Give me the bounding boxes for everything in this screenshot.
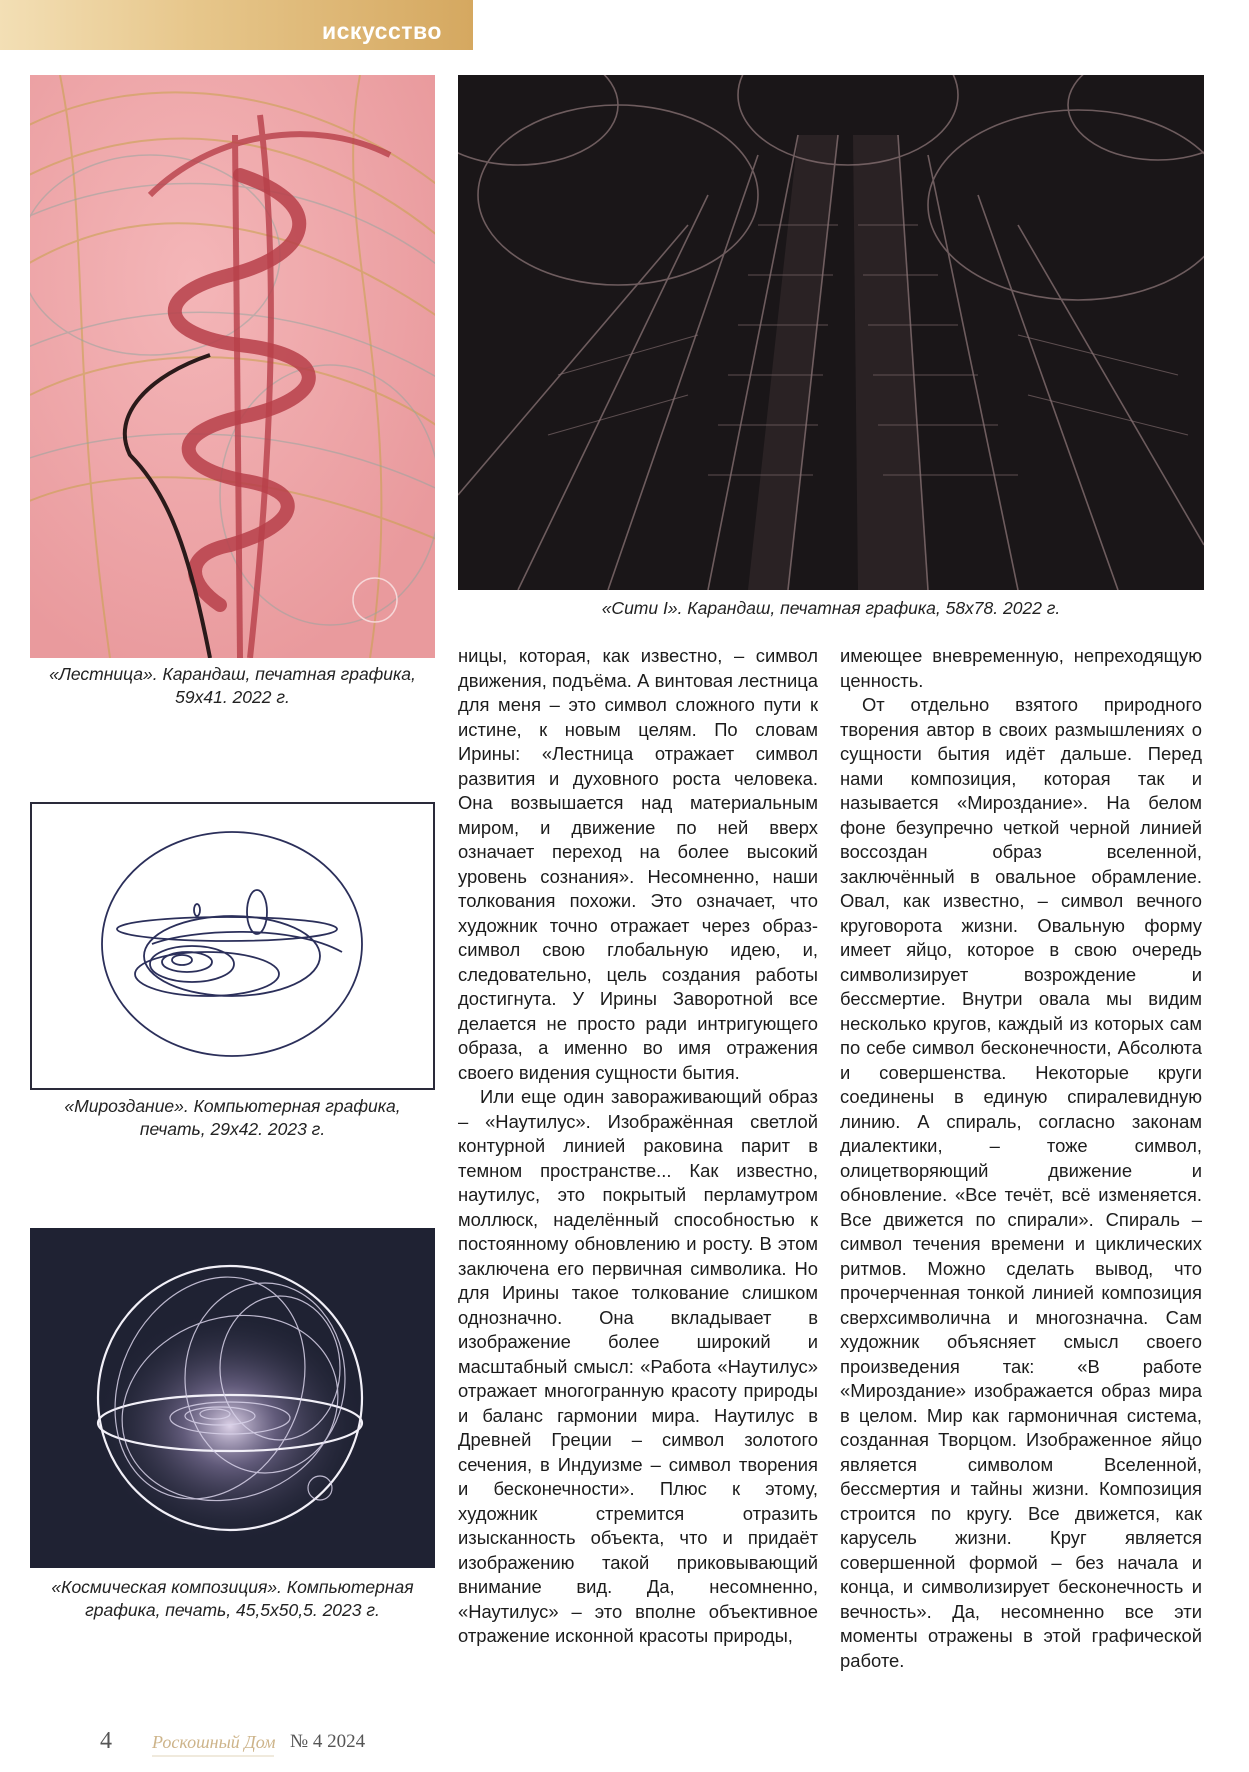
article-paragraph: ницы, которая, как известно, – символ движения, подъёма. А винтовая лестница для меня – это символ сложного пути к истине, к новым целям. По словам Ирины: «Лестница отражает символ развития и духовного роста человека. Она возвышается над материальным миром, и движение по ней вверх означает переход на более высокий уровень сознания». Несомненно, наши толкования похожи. Это означает, что художник точно отражает через образ-символ свою глобальную идею, и, следовательно, цель создания работы достигнута. У Ирины Заворотной все делается не просто ради интригующего образа, а именно во имя отражения своего видения сущности бытия. — [458, 645, 818, 1083]
city-drawing — [458, 75, 1204, 590]
ladder-caption — [30, 663, 435, 709]
universe-caption-line2: печать, 29x42. 2023 г. — [139, 1119, 326, 1139]
svg-text:Роскошный Дом: Роскошный Дом — [152, 1732, 276, 1752]
ladder-drawing — [30, 75, 435, 658]
city-caption: «Сити I». Карандаш, печатная графика, 58x78. 2022 г. — [601, 598, 1061, 618]
article-paragraph: имеющее вневременную, непреходящую ценность. — [840, 645, 1202, 691]
article-paragraph: От отдельно взятого природного творения автор в своих размышлениях о сущности бытия идёт дальше. Перед нами композиция, которая так и называется «Мироздание». На белом фоне безупречно четкой черной линией воссоздан образ вселенной, заключённый в овальное обрамление. Овал, как известно, – символ вечного круговорота жизни. Овальную форму имеет яйцо, которое в свою очередь символизирует возрождение и бессмертие. Внутри овала мы видим несколько кругов, каждый из которых сам по себе символ бесконечности, Абсолюта и совершенства. Некоторые круги соединены в единую спиралевидную линию. А спираль, согласно законам диалектики, – тоже символ, олицетворяющий движение и обновление. «Все течёт, всё изменяется. Все движется по спирали». Спираль – символ течения времени и циклических ритмов. Можно сделать вывод, что прочерченная тонкой линией композиция сверхсимволична и многозначна. Сам художник объясняет смысл своего произведения так: «В работе «Мироздание» изображается образ мира в целом. Мир как гармоничная система, созданная Творцом. Изображенное яйцо является символом Вселенной, бессмертия и тайны жизни. Композиция строится по кругу. Все движется, как карусель жизни. Круг является совершенной формой – без начала и конца, и символизирует бесконечность и вечность». Да, несомненно все эти моменты отражены в этой графической работе. — [840, 694, 1202, 1671]
cosmic-caption-line2: графика, печать, 45,5x50,5. 2023 г. — [85, 1600, 380, 1620]
artwork-ladder — [30, 75, 435, 658]
ladder-caption-line2: 59x41. 2022 г. — [175, 687, 290, 707]
cosmic-caption-line1: «Космическая композиция». Компьютерная — [51, 1577, 414, 1597]
magazine-logo — [148, 1726, 278, 1762]
universe-drawing — [32, 804, 433, 1088]
universe-caption — [30, 1095, 435, 1141]
artwork-universe — [30, 802, 435, 1090]
article-column-2 — [840, 644, 1202, 1673]
page-number: 4 — [100, 1728, 112, 1754]
article-column-1 — [458, 644, 818, 1649]
article-paragraph: Или еще один завораживающий образ – «Наутилус». Изображённая светлой контурной линией раковина парит в темном пространстве... Как известно, наутилус, это покрытый перламутром моллюск, наделённый способностью к постоянному обновлению и росту. В этом заключена его первичная символика. Но для Ирины такое толкование слишком однозначно. Она вкладывает в изображение более широкий и масштабный смысл: «Работа «Наутилус» отражает многогранную красоту природы и баланс гармонии мира. Наутилус в Древней Греции – символ золотого сечения, в Индуизме – символ творения и бесконечности». Плюс к этому, художник стремится отразить изысканность объекта, что и придаёт изображению такой приковывающий внимание вид. Да, несомненно, «Наутилус» – это вполне объективное отражение исконной красоты природы, — [458, 1086, 818, 1646]
ladder-caption-line1: «Лестница». Карандаш, печатная графика, — [49, 664, 416, 684]
magazine-logo-mark — [148, 1726, 278, 1762]
cosmic-drawing — [30, 1228, 435, 1568]
artwork-cosmic — [30, 1228, 435, 1568]
artwork-city — [458, 75, 1204, 590]
cosmic-caption — [22, 1576, 443, 1622]
issue-number: № 4 2024 — [290, 1731, 366, 1752]
universe-caption-line1: «Мироздание». Компьютерная графика, — [64, 1096, 401, 1116]
section-label: искусство — [322, 18, 442, 44]
